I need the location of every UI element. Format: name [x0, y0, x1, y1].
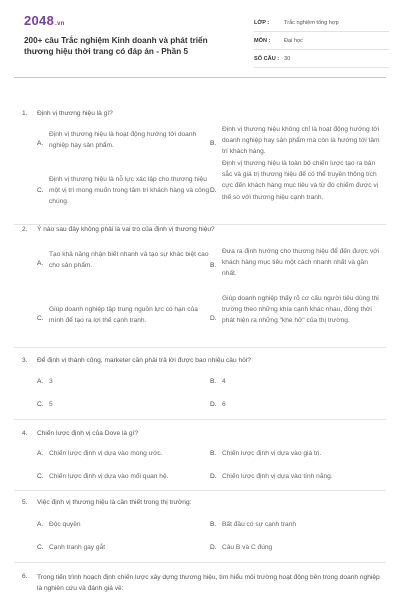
question-3 — [14, 356, 386, 422]
option-text: 5 — [49, 401, 53, 408]
logo-suffix: .vn — [55, 21, 65, 27]
option-letter: C. — [37, 401, 44, 408]
meta-label-lop: LỚP : — [254, 19, 270, 26]
question-divider — [14, 347, 386, 348]
question-2 — [14, 225, 386, 350]
option-text: Định vị thương hiệu là hoạt động hướng tới doanh nghiệp hay sản phẩm. — [49, 131, 197, 150]
option-letter: B. — [210, 378, 217, 385]
option-text: 4 — [222, 378, 226, 385]
meta-label-mon: MÔN : — [254, 37, 271, 44]
document-title: 200+ câu Trắc nghiệm Kinh doanh và phát triển thương hiệu thời trang có đáp án - Phần 5 — [24, 36, 208, 56]
document-header — [14, 10, 386, 65]
question-divider — [14, 562, 386, 563]
option-text: Cạnh tranh gay gắt — [49, 544, 106, 551]
meta-label-socau: SỐ CÂU : — [254, 55, 280, 62]
option-letter: B. — [210, 262, 217, 269]
question-text: Định vị thương hiệu là gì? — [37, 110, 113, 117]
option-letter: A. — [37, 521, 44, 528]
question-number: 5. — [22, 499, 28, 506]
option-letter: D. — [210, 473, 217, 480]
option-text: Giúp doanh nghiệp tập trung nguồn lực có hạn của mình để tạo ra lợi thế cạnh tranh. — [49, 306, 198, 325]
option-text: Tạo khả năng nhận biết nhanh và tạo sự khác biệt cao cho sản phẩm. — [49, 251, 209, 270]
question-text: Chiến lược định vị của Dove là gì? — [37, 430, 139, 437]
option-letter: C. — [37, 473, 44, 480]
option-text: 6 — [222, 401, 226, 408]
option-letter: C. — [37, 315, 44, 322]
option-letter: B. — [210, 450, 217, 457]
option-letter: D. — [210, 544, 217, 551]
option-text: Chiến lược định vị dựa vào mối quan hệ. — [49, 473, 169, 480]
option-letter: A. — [37, 450, 44, 457]
option-text: Giúp doanh nghiệp thấy rõ cơ cấu người tiêu dùng thị trường theo những khía cạnh khác nhau, đồng thời phát hiện ra những "khe hở" của thị trường. — [222, 295, 379, 325]
option-text: Định vị thương hiệu là toàn bộ chiến lược tạo ra bản sắc và giá trị thương hiệu để có thể truyền thông tích cực đến khách hàng mục tiêu và từ đó chiếm được vị thế so với thương hiệu cạnh tranh. — [222, 160, 379, 201]
meta-value-lop: Trắc nghiệm tổng hợp — [284, 19, 339, 26]
option-letter: A. — [37, 140, 44, 147]
option-text: 3 — [49, 378, 53, 385]
option-letter: C. — [37, 544, 44, 551]
meta-value-mon: Đại học — [284, 37, 303, 44]
option-text: Định vị thương hiệu là nỗ lực xác lập cho thương hiệu một vị trí mong muốn trong tâm trí khách hàng và công chúng. — [49, 176, 210, 206]
question-number: 4. — [22, 430, 28, 437]
question-divider — [14, 419, 386, 420]
question-number: 2. — [22, 226, 28, 233]
header-divider — [14, 77, 386, 78]
meta-value-socau: 30 — [284, 55, 291, 62]
question-number: 3. — [22, 357, 28, 364]
site-logo[interactable] — [24, 13, 65, 28]
option-letter: D. — [210, 401, 217, 408]
option-text: Câu B và C đúng — [222, 544, 273, 551]
option-text: Bất đầu có sự cạnh tranh — [222, 521, 297, 528]
question-text: Để định vị thành công, marketer cần phải trả lời được bao nhiêu câu hỏi? — [37, 357, 251, 364]
question-1 — [14, 109, 386, 227]
option-letter: B. — [210, 140, 217, 147]
question-number: 6. — [22, 573, 28, 580]
option-text: Chiến lược định vị dựa vào mong ước. — [49, 450, 163, 457]
option-text: Định vị thương hiệu không chỉ là hoạt động hướng tới doanh nghiệp hay sản phẩm mà còn là hướng tới tâm trí khách hàng. — [222, 126, 380, 156]
logo-text: 2048 — [24, 13, 55, 28]
question-text: Trong tiến trình hoạch định chiến lược xây dựng thương hiệu, tìm hiểu môi trường hoạt động bên trong doanh nghiệp là nghiên cứu và đánh giá về: — [37, 574, 380, 592]
meta-row-mon — [254, 32, 389, 50]
question-text: Ý nào sau đây không phải là vai trò của định vị thương hiệu? — [37, 226, 215, 233]
question-divider — [14, 490, 386, 491]
option-letter: B. — [210, 521, 217, 528]
option-letter: D. — [210, 315, 217, 322]
option-letter: A. — [37, 378, 44, 385]
question-5 — [14, 498, 386, 564]
meta-row-socau — [254, 50, 389, 68]
option-letter: D. — [210, 187, 217, 194]
meta-row-lop — [254, 14, 389, 32]
question-6 — [14, 572, 386, 600]
question-number: 1. — [22, 110, 28, 117]
option-text: Chiến lược định vị dựa vào giá trị. — [222, 450, 322, 457]
option-letter: A. — [37, 260, 44, 267]
question-4 — [14, 429, 386, 493]
meta-table — [254, 14, 389, 68]
option-letter: C. — [37, 187, 44, 194]
option-text: Độc quyền — [49, 521, 81, 528]
question-text: Việc định vị thương hiệu là cần thiết trong thị trường: — [37, 499, 192, 506]
option-text: Chiến lược định vị dựa vào tính năng. — [222, 473, 333, 480]
option-text: Đưa ra định hướng cho thương hiệu để đến được với khách hàng mục tiêu một cách nhanh nhất và gần nhất. — [222, 248, 380, 278]
